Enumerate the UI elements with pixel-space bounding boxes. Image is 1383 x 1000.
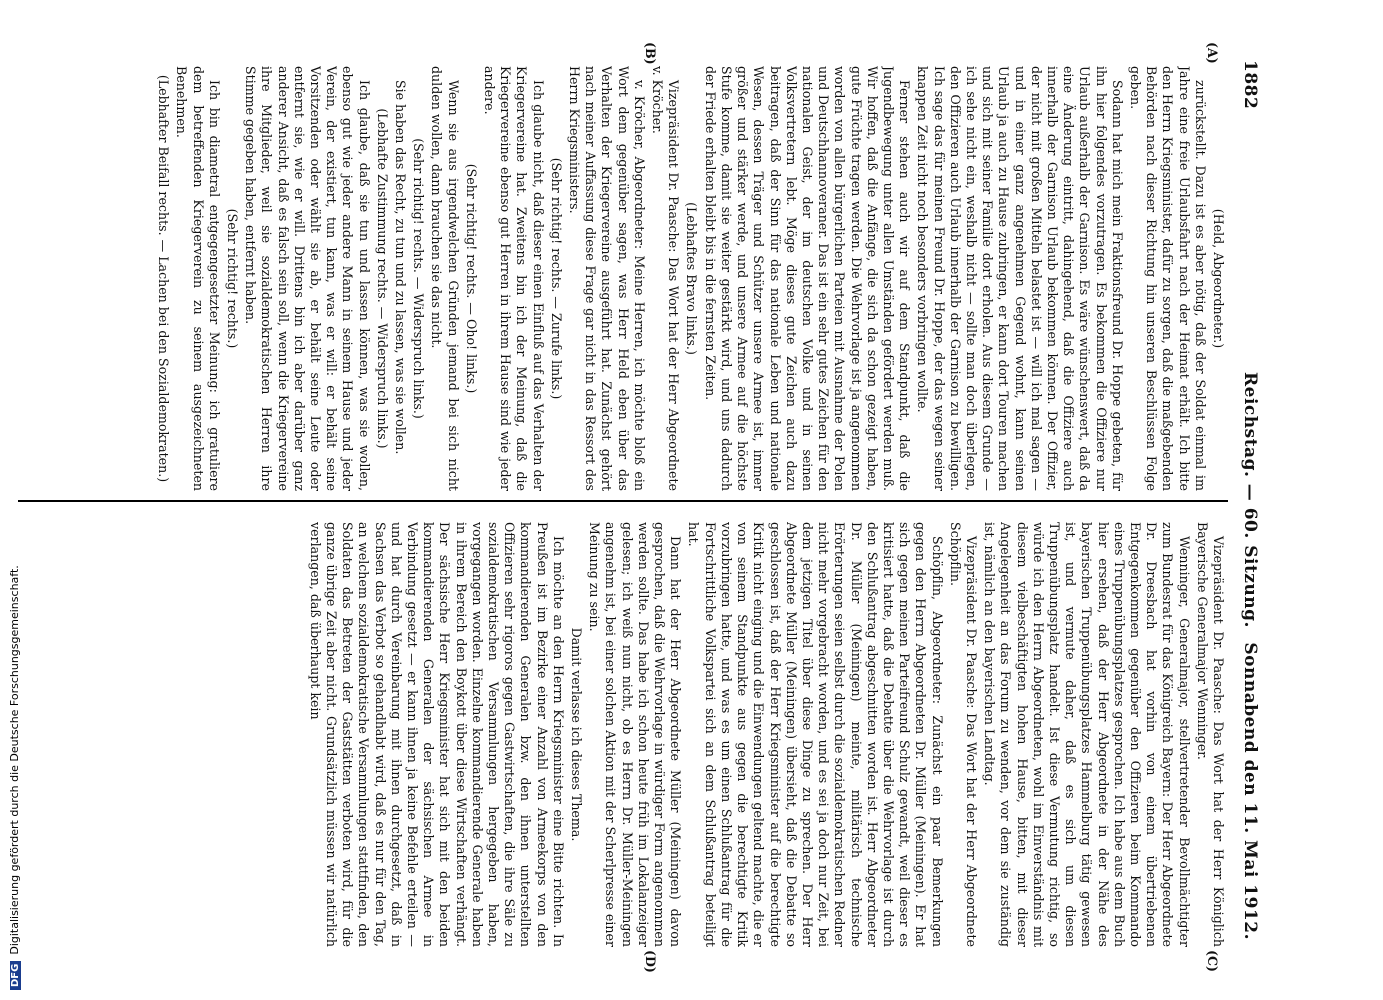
interjection: (Lebhafte Zustimmung rechts. — Widerspruch links.) xyxy=(374,108,390,449)
paragraph: Sodann hat mich mein Fraktionsfreund Dr. Hoppe gebeten, für ihn hier folgendes vorzutragen. Es bekommen die Offiziere nur Urlaub außerhalb der Garnison. Es wäre wünschenswert, daß da eine Änderung eintritt, dahingehend, daß die Offiziere auch innerhalb der Garnison Urlaub bekommen können. Der Offizier, der nicht mit großen Mitteln belastet ist — will ich mal sagen — und in einer ganz angenehmen Gegend wohnt, kann seinen Urlaub ja auch zu Hause zubringen, er kann dort Touren machen und sich mit seiner Familie dort erholen. Aus diesem Grunde — ich sehe nicht ein, weshalb nicht — sollte man doch überlegen, den Offizieren auch Urlaub innerhalb der Garnison zu bewilligen. Ich sage das für meinen Freund Dr. Hoppe, der das wegen seiner knappen Zeit nicht noch besonders vorbringen wollte. xyxy=(915,66,1125,491)
interjection: (Sehr richtig! rechts. — Zurufe links.) xyxy=(548,157,564,400)
funding-note-text: Digitalisierung gefördert durch die Deutsche Forschungsgemeinschaft. xyxy=(8,565,21,955)
interjection: (Sehr richtig! rechts.) xyxy=(225,208,241,349)
paragraph: Sie haben das Recht, zu tun und zu lassen, was sie wollen. xyxy=(393,80,409,455)
paragraph: Ich glaube, daß sie tun und lassen können, was sie wollen, ebenso gut wie jeder andere Mann in seinem Hause und jeder Verein, der existiert, tun kann, was er will: er behält seine Vorsitzenden oder wählt sie ab, er behält seine Leute oder entfernt sie, wie er will. Drittens bin ich aber darüber ganz anderer Ansicht, daß es falsch sein soll, wenn die Kriegervereine ihre Mitglieder, weil sie sozialdemokratischen Herren ihre Stimme gegeben haben, entfernt haben. xyxy=(243,66,372,491)
left-column xyxy=(21,66,1226,491)
interjection: (Sehr richtig! rechts. — Oho! links.) xyxy=(463,163,479,394)
paragraph: Ferner stehen auch wir auf dem Standpunkt, daß die Jugendbewegung unter allen Umständen gefördert werden muß. Wir hoffen, daß die Anfänge, die sich da schon gezeigt haben, gute Früchte tragen werden. Die Wehrvorlage ist ja angenommen worden von allen bürgerlichen Parteien mit Ausnahme der Polen und Deutschhannoveraner. Das ist ein sehr gutes Zeichen für den nationalen Geist, der im deutschen Volke und in seinen Volksvertretern lebt. Möge dieses gute Zeichen auch dazu beitragen, daß der Sinn für das nationale Leben und nationale Wesen, dessen Träger und Schützer unsere Armee ist, immer größer und stärker werde, und unsere Armee auf die höchste Stufe komme, damit sie weiter gestärkt wird, und uns dadurch der Friede erhalten bleibt bis in die fernsten Zeiten. xyxy=(702,66,913,491)
paragraph: Ich bin diametral entgegengesetzter Meinung: ich gratuliere dem betreffenden Kriegerverein zu seinem ausgezeichneten Benehmen. xyxy=(174,66,222,491)
margin-marker-d: (D) xyxy=(643,950,658,973)
dfg-logo: DFG xyxy=(10,961,21,990)
margin-marker-b: (B) xyxy=(643,42,658,65)
session-date: Sonnabend den 11. Mai 1912. xyxy=(1240,642,1260,940)
paragraph: Vizepräsident Dr. Paasche: Das Wort hat der Herr Abgeordnete Schöpflin. xyxy=(947,522,979,947)
page-number: 1882 xyxy=(1240,60,1260,110)
margin-marker-c: (C) xyxy=(1205,950,1220,972)
paragraph: Dann hat der Herr Abgeordnete Müller (Meiningen) davon gesprochen, daß die Wehrvorlage in würdiger Form angenommen werden sollte. Das habe ich schon heute früh im Lokalanzeiger gelesen; ich weiß nun nicht, ob es Herrn Dr. Müller-Meiningen angenehm ist, bei einer solchen Aktion mit der Scherlpresse einer Meinung zu sein. xyxy=(587,522,684,947)
page-title: Reichstag. — 60. Sitzung. xyxy=(1240,372,1260,628)
paragraph: Wenn sie aus irgendwelchen Gründen jemand bei sich nicht dulden wollen, dann brauchen sie das nicht. xyxy=(429,66,461,491)
interjection: (Lebhaftes Bravo links.) xyxy=(684,202,700,355)
paragraph: Ich möchte an den Herrn Kriegsminister eine Bitte richten. In Preußen ist im Bezirke einer Anzahl von Armeekorps von den kommandierenden Generalen bzw. den ihnen unterstellten Offizieren sehr rigoros gegen Gastwirtschaften, die ihre Säle zu sozialdemokratischen Versammlungen hergegeben haben, vorgegangen worden. Einzelne kommandierende Generale haben in ihrem Bereich den Boykott über diese Wirtschaften verhängt. Der sächsische Herr Kriegsminister hat sich mit den beiden kommandierenden Generalen der sächsischen Armee in Verbindung gesetzt — er kann ihnen ja keine Befehle erteilen — und hat durch Vereinbarung mit ihnen durchgesetzt, daß in Sachsen das Verbot so gehandhabt wird, daß es nur für den Tag, an welchem sozialdemokratische Versammlungen stattfinden, den Soldaten das Betreten der Gaststätten verboten wird, für die ganze übrige Zeit aber nicht. Grundsätzlich müssen wir natürlich verlangen, daß überhaupt kein xyxy=(307,522,566,947)
paragraph: zurückstellt. Dazu ist es aber nötig, daß der Soldat einmal im Jahre eine freie Urlaubsfahrt nach der Heimat erhält. Ich bitte den Herrn Kriegsminister, dafür zu sorgen, daß die maßgebenden Behörden nach dieser Richtung hin unseren Beschlüssen Folge geben. xyxy=(1127,66,1208,491)
paragraph: Vizepräsident Dr. Paasche: Das Wort hat der Herr Königlich Bayerische Generalmajor Wenninger. xyxy=(1194,522,1226,947)
column-divider xyxy=(18,500,1228,502)
right-column xyxy=(21,522,1226,947)
interjection: (Lebhafter Beifall rechts. — Lachen bei den Sozialdemokraten.) xyxy=(156,74,172,483)
paragraph: Ich glaube nicht, daß dieser einen Einfluß auf das Verhalten der Kriegervereine hat. Zweitens bin ich der Meinung, daß die Kriegervereine ebenso gut Herren in ihrem Hause sind wie jeder andere. xyxy=(482,66,546,491)
paragraph: Schöpflin, Abgeordneter: Zunächst ein paar Bemerkungen gegen den Herrn Abgeordneten Dr. Müller (Meiningen). Er hat sich gegen meinen Parteifreund Schulz gewandt, weil dieser es kritisiert hatte, daß die Debatte über die Wehrvorlage ist durch den Schlußantrag abgeschnitten worden ist. Herr Abgeordneter Dr. Müller (Meiningen) meinte, militärisch technische Erörterungen seien selbst durch die sozialdemokratischen Redner nicht mehr vorgebracht worden, und es sei ja doch nur Zeit, bei dem jetzigen Titel über diese Dinge zu sprechen. Der Herr Abgeordnete Müller (Meiningen) übersieht, daß die Debatte so geschlossen ist, daß der Herr Kriegsminister auf die berechtigte Kritik nicht einging und die Einwendungen geltend machte, die er von seinem Standpunkte aus gegen die berechtigte Kritik vorzubringen hatte, und was es um einen Schlußantrag für die Fortschrittliche Volkspartei sich an dem Schlußantrag beteiligt hat. xyxy=(686,522,945,947)
paragraph: Vizepräsident Dr. Paasche: Das Wort hat der Herr Abgeordnete v. Kröcher. xyxy=(650,66,682,491)
margin-marker-a: (A) xyxy=(1205,42,1220,64)
interjection: (Sehr richtig! rechts. — Widerspruch links.) xyxy=(411,138,427,419)
rotated-document-page xyxy=(8,0,1298,1000)
paragraph: v. Kröcher, Abgeordneter: Meine Herren, ich möchte bloß ein Wort dem gegenüber sagen, was Herr Held eben über das Verhalten der Kriegervereine ausgeführt hat. Zunächst gehört nach meiner Auffassung diese Frage gar nicht in das Ressort des Herrn Kriegsministers. xyxy=(567,66,647,491)
paragraph: Damit verlasse ich dieses Thema. xyxy=(569,627,585,842)
page-header xyxy=(1234,60,1260,940)
speaker-note: (Held, Abgeordneter.) xyxy=(1211,208,1226,349)
paragraph: Wenninger, Generalmajor, stellvertretender Bevollmächtigter zum Bundesrat für das Königreich Bayern: Der Herr Abgeordnete Dr. Dreesbach hat vorhin von einem übertriebenen Entgegenkommen gegenüber den Offizieren beim Kommando eines Truppenübungsplatzes gesprochen. Ich habe aus dem Buch hier ersehen, daß der Herr Abgeordnete in der Nähe des bayerischen Truppenübungsplatzes Hammelburg tätig gewesen ist, und vermute daher, daß es sich um diesen Truppenübungsplatz handelt. Ist diese Vermutung richtig, so würde ich den Herrn Abgeordneten, wohl im Einverständnis mit diesem vielbeschäftigten hohen Hause, bitten, mit dieser Angelegenheit an das Forum zu wenden, vor dem sie zuständig ist, nämlich an den bayerischen Landtag. xyxy=(982,522,1192,947)
funding-side-note xyxy=(8,0,30,1000)
